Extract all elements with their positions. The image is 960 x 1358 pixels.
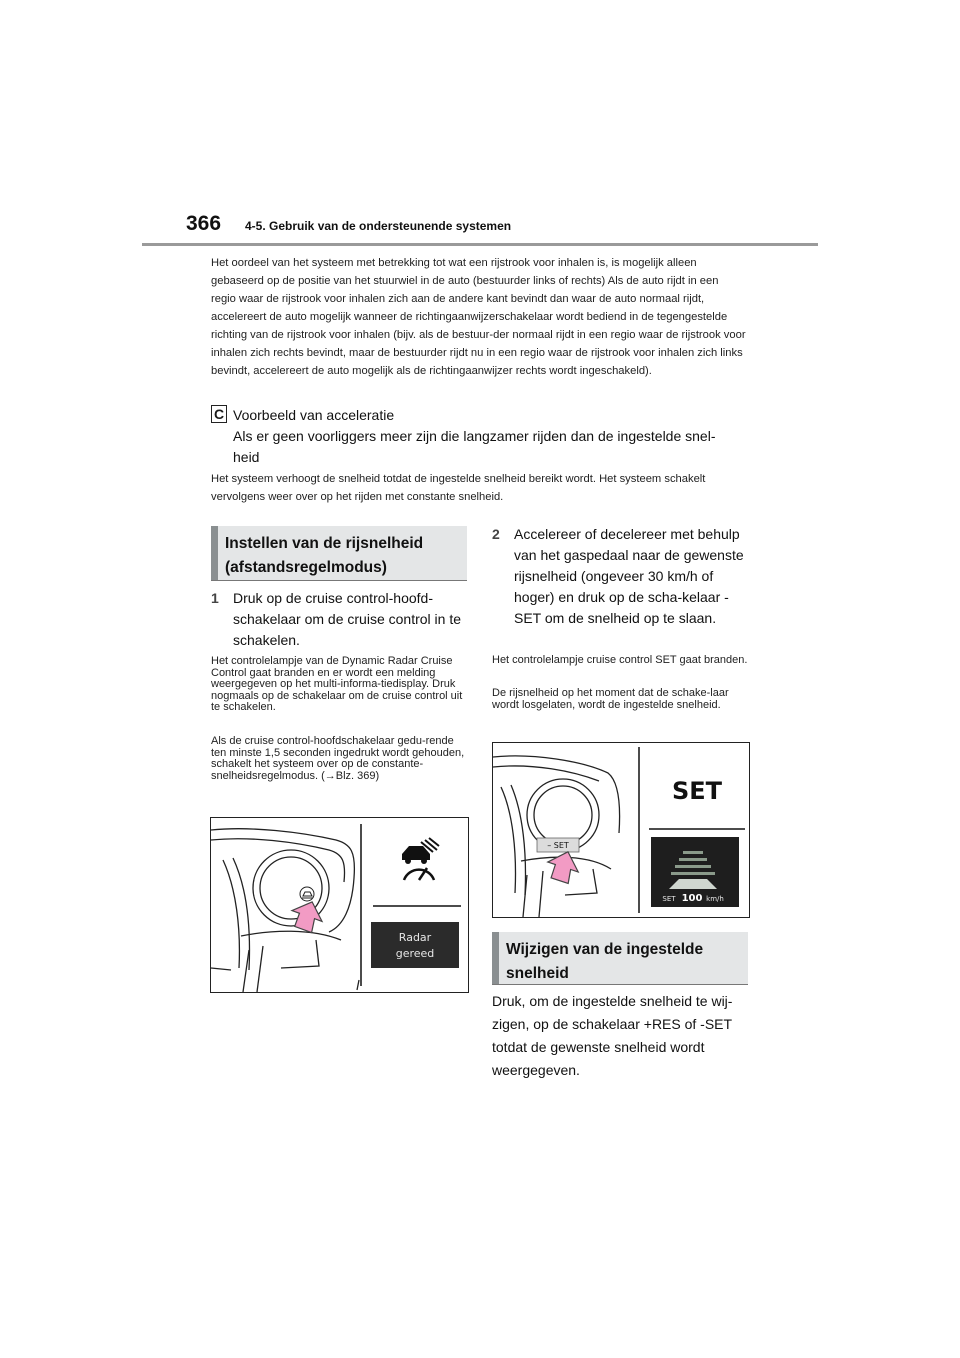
figure-radar-ready: [210, 817, 469, 993]
page-number: 366: [186, 212, 222, 235]
change-speed-heading: [492, 932, 748, 985]
step-1-note-1: Het controlelampje van de Dynamic Radar Cruise Control gaat branden en er wordt een melding weergegeven op het multi-informa-tiedisplay. Druk nogmaals op de schakelaar om de cruise control uit te schakelen.: [211, 655, 463, 713]
radar-display-line1: Radar: [398, 931, 432, 944]
step-2: [492, 524, 748, 650]
change-speed-body: [492, 990, 752, 1082]
example-c-title: Voorbeeld van acceleratie: [233, 407, 395, 423]
change-speed-body-line2: zigen, op de schakelaar +RES of -SET: [492, 1016, 733, 1032]
step-1-number: 1: [211, 590, 219, 606]
figure-set-speed: [492, 742, 750, 918]
section-title: 4-5. Gebruik van de ondersteunende systemen: [245, 219, 512, 233]
example-c-heading: [233, 405, 753, 468]
steering-wheel-radar-illustration: [211, 818, 468, 992]
set-speed-prefix: SET: [662, 895, 676, 903]
steering-wheel-set-illustration: [493, 743, 749, 917]
change-speed-body-line1: Druk, om de ingestelde snelheid te wij-: [492, 993, 733, 1009]
set-indicator-text: SET: [671, 777, 723, 805]
step-2-text: Accelereer of decelereer met behulp van het gaspedaal naar de gewenste rijsnelheid (ongeveer 30 km/h of hoger) en druk op de scha-kelaar -SET om de snelheid op te slaan.: [514, 526, 744, 626]
step-2-note-2: De rijsnelheid op het moment dat de schake-laar wordt losgelaten, wordt de ingestelde snelheid.: [492, 687, 729, 711]
step-2-note-1: Het controlelampje cruise control SET gaat branden.: [492, 654, 748, 666]
set-speed-unit: km/h: [706, 895, 724, 903]
step-1-text: Druk op de cruise control-hoofd-schakelaar om de cruise control in te schakelen.: [233, 590, 461, 648]
heading-accent-bar: [211, 526, 218, 580]
set-button-label: – SET: [547, 841, 569, 850]
change-speed-body-line3: totdat de gewenste snelheid wordt: [492, 1039, 705, 1055]
step-1: [211, 588, 467, 654]
intro-paragraph: Het oordeel van het systeem met betrekking tot wat een rijstrook voor inhalen is, is mogelijk alleen gebaseerd op de positie van het stuurwiel in de auto (bestuurder links of rechts) Als de auto rijdt in een regio waar de rijstrook voor inhalen zich aan de andere kant bevindt dan waar de auto normaal rijdt, accelereert de auto mogelijk wanneer de richtingaanwijzerschakelaar wordt bediend in de tegengestelde richting van de rijstrook voor inhalen (bijv. als de bestuur-der normaal rijdt in een regio waar de rijstrook voor inhalen zich rechts bevindt, maar de bestuurder rijdt nu in een regio waar de rijstrook voor inhalen zich links bevindt, accelereert de auto mogelijk als de richtingaanwijzer rechts wordt ingeschakeld).: [211, 257, 746, 377]
set-speed-value: 100: [681, 893, 703, 904]
speed-section-heading-text: Instellen van de rijsnelheid (afstandsregelmodus): [225, 535, 424, 576]
step-2-number: 2: [492, 526, 500, 542]
example-c-subtitle-line2: heid: [233, 449, 260, 465]
radar-display-line2: gereed: [395, 947, 435, 960]
radar-button: [300, 887, 314, 901]
example-c-subtitle-line1: Als er geen voorliggers meer zijn die langzamer rijden dan de ingestelde snel-: [233, 428, 716, 444]
press-arrow-icon: [287, 896, 327, 934]
change-speed-body-line4: weergegeven.: [492, 1062, 580, 1078]
press-arrow-icon: [543, 847, 583, 885]
speed-section-heading: [211, 526, 467, 581]
heading-accent-bar: [492, 932, 499, 984]
change-speed-heading-text: Wijzigen van de ingestelde snelheid: [506, 941, 704, 982]
example-c-marker: C: [211, 405, 227, 423]
radar-cruise-indicator-icon: [402, 838, 439, 880]
example-c-note: Het systeem verhoogt de snelheid totdat de ingestelde snelheid bereikt wordt. Het systeem schakelt vervolgens weer over op het rijden met constante snelheid.: [211, 473, 706, 503]
header-divider: [142, 243, 818, 246]
step-1-note-2: Als de cruise control-hoofdschakelaar gedu-rende ten minste 1,5 seconden ingedrukt wordt gehouden, schakelt het systeem over op de constante-snelheidsregelmodus. (→Blz. 369): [211, 735, 465, 782]
